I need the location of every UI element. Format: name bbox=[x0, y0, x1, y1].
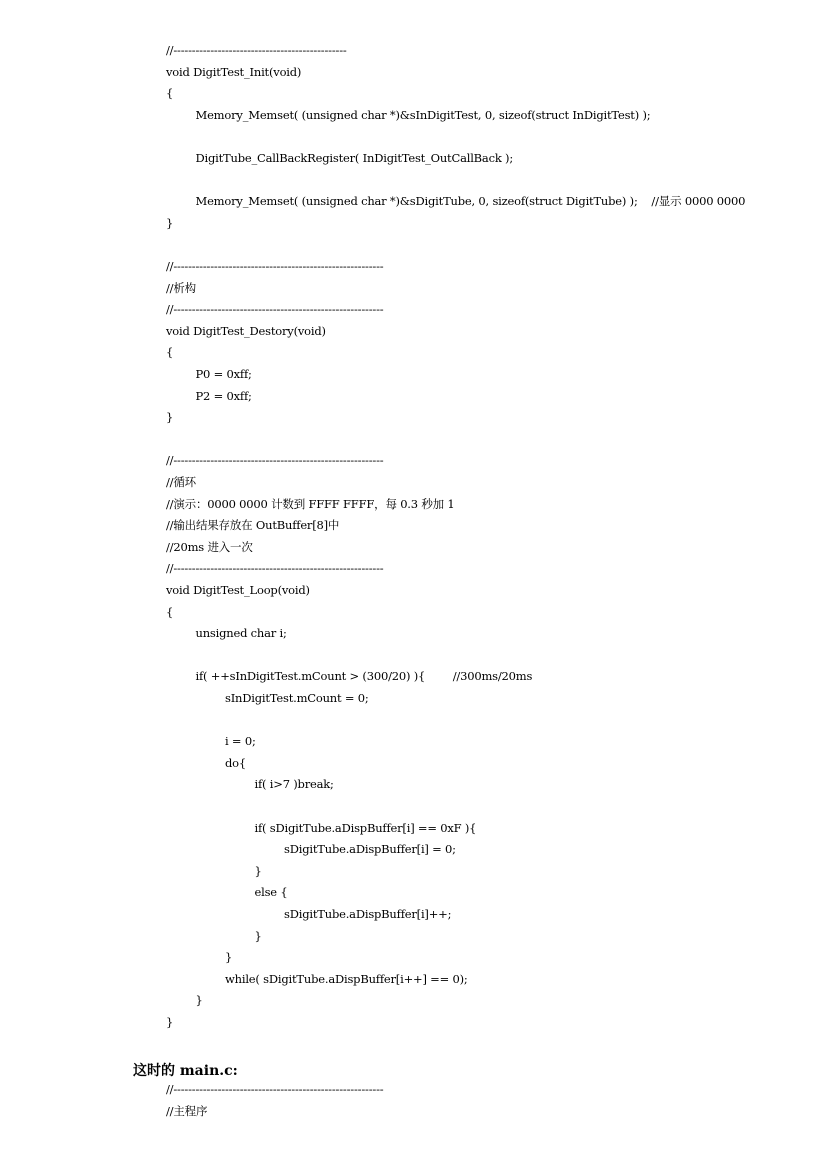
code-line: //--------------------------------------------------------- bbox=[166, 259, 384, 273]
code-line: } bbox=[254, 928, 262, 943]
code-line: } bbox=[225, 950, 233, 965]
code-line: sDigitTube.aDispBuffer[i] = 0; bbox=[284, 842, 456, 857]
code-line: //主程序 bbox=[166, 1103, 208, 1118]
code-line: i = 0; bbox=[225, 734, 256, 749]
section-heading: 这时的 main.c: bbox=[133, 1063, 238, 1079]
code-line: //--------------------------------------------------------- bbox=[166, 561, 384, 576]
code-line: void DigitTest_Init(void) bbox=[166, 64, 302, 79]
code-line: if( i>7 )break; bbox=[254, 777, 334, 792]
code-line: while( sDigitTube.aDispBuffer[i++] == 0); bbox=[225, 971, 468, 986]
code-line: } bbox=[166, 410, 174, 425]
code-line: void DigitTest_Loop(void) bbox=[166, 583, 310, 597]
code-line: //--------------------------------------------------------- bbox=[166, 453, 384, 468]
code-line: //20ms 进入一次 bbox=[166, 539, 253, 554]
code-line: //--------------------------------------------------------- bbox=[166, 1082, 384, 1096]
code-line: //输出结果存放在 OutBuffer[8]中 bbox=[166, 518, 340, 533]
code-line: if( sDigitTube.aDispBuffer[i] == 0xF ){ bbox=[254, 820, 477, 835]
code-line: { bbox=[166, 345, 174, 360]
code-line: //循环 bbox=[166, 475, 196, 489]
code-line: } bbox=[195, 993, 203, 1008]
code-line: DigitTube_CallBackRegister( InDigitTest_OutCallBack ); bbox=[195, 151, 514, 165]
code-line: //析构 bbox=[166, 280, 196, 295]
code-line: sDigitTube.aDispBuffer[i]++; bbox=[284, 907, 452, 921]
code-line: P0 = 0xff; bbox=[195, 367, 252, 381]
code-line: unsigned char i; bbox=[195, 626, 287, 641]
code-line: do{ bbox=[225, 755, 247, 770]
code-line: } bbox=[166, 1015, 174, 1029]
code-line: if( ++sInDigitTest.mCount > (300/20) ){ //300ms/20ms bbox=[195, 669, 533, 684]
code-line: void DigitTest_Destory(void) bbox=[166, 323, 326, 338]
code-line: } bbox=[166, 215, 174, 230]
code-line: Memory_Memset( (unsigned char *)&sDigitTube, 0, sizeof(struct DigitTube) ); //显示 0000 0000 bbox=[195, 194, 746, 209]
code-line: //演示：0000 0000 计数到 FFFF FFFF，每 0.3 秒加 1 bbox=[166, 496, 455, 511]
code-line: P2 = 0xff; bbox=[195, 388, 252, 403]
code-line: //----------------------------------------------- bbox=[166, 43, 347, 57]
code-line: Memory_Memset( (unsigned char *)&sInDigitTest, 0, sizeof(struct InDigitTest) ); bbox=[195, 107, 651, 122]
code-line: sInDigitTest.mCount = 0; bbox=[225, 691, 369, 705]
code-line: { bbox=[166, 86, 174, 101]
code-line: } bbox=[254, 863, 262, 878]
code-line: else { bbox=[254, 885, 288, 900]
code-line: { bbox=[166, 604, 174, 619]
code-line: //--------------------------------------------------------- bbox=[166, 302, 384, 317]
